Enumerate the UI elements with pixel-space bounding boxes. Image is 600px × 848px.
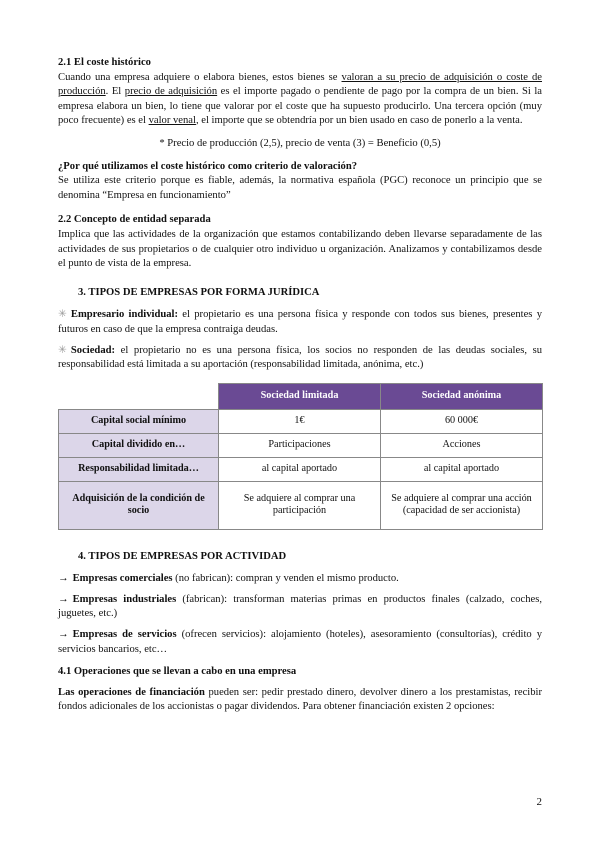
section-title: 2.1 El coste histórico (58, 57, 151, 68)
bullet-item: ✳ Sociedad: el propietario no es una persona física, los socios no responden de las deudas sociales, su responsabilidad está limitada a su aportación (responsabilidad limitada, anónima, etc.) (58, 344, 542, 371)
table-header: Sociedad limitada (219, 383, 381, 409)
list-item: → Empresas de servicios (ofrecen servicios): alojamiento (hoteles), asesoramiento (consultorías), crédito y servicios bancarios, etc… (58, 629, 543, 655)
arrow-right-icon: → (58, 593, 69, 605)
asterisk-icon: ✳ (58, 309, 67, 321)
formula: * Precio de producción (2,5), precio de venta (3) = Beneficio (0,5) (159, 137, 441, 149)
table-header: Sociedad anónima (381, 383, 543, 409)
question-title: ¿Por qué utilizamos el coste histórico como criterio de valoración? (58, 160, 358, 172)
page-number: 2 (536, 796, 542, 808)
section-heading: 3. TIPOS DE EMPRESAS POR FORMA JURÍDICA (78, 286, 320, 298)
table-row: Capital dividido en… Participaciones Acciones (59, 433, 543, 457)
paragraph: Cuando una empresa adquiere o elabora bienes, estos bienes se valoran a su precio de adquisición o coste de producción. El precio de adquisición es el importe pagado o pendiente de pago por la compra de un bien. Si la empresa elabora un bien, lo tiene que valorar por el coste que ha supuesto producirlo. Una tercera opción (muy poco frecuente) es el valor venal, el importe que se obtendría por un bien usado en caso de ponerlo a la venta. (58, 71, 543, 127)
list-item: → Empresas comerciales (no fabrican): compran y venden el mismo producto. (58, 573, 399, 585)
company-types-table (58, 383, 543, 530)
document-page (58, 56, 542, 715)
asterisk-icon: ✳ (58, 344, 67, 356)
paragraph: Implica que las actividades de la organización que estamos contabilizando deben llevarse separadamente de las actividades de sus propietarios o de cualquier otro individuo u organización. Analizamos y contabilizamos desde el punto de vista de la empresa. (58, 228, 542, 270)
arrow-right-icon: → (58, 629, 69, 641)
table-row: Capital social mínimo 1€ 60 000€ (59, 409, 543, 433)
bullet-item: ✳ Empresario individual: el propietario es una persona física y responde con todos sus bienes, presentes y futuros en caso de que la empresa contraiga deudas. (58, 309, 543, 335)
section-title: 4.1 Operaciones que se llevan a cabo en una empresa (58, 666, 297, 678)
section-title: 2.2 Concepto de entidad separada (58, 214, 211, 226)
paragraph: Se utiliza este criterio porque es fiable, además, la normativa española (PGC) reconoce un principio que se denomina “Empresa en funcionamiento” (58, 175, 542, 201)
table-row: Responsabilidad limitada… al capital aportado al capital aportado (59, 457, 543, 481)
paragraph: Las operaciones de financiación pueden ser: pedir prestado dinero, devolver dinero a los prestamistas, recibir fondos adicionales de los accionistas o pagar dividendos. Para obtener financiación existen 2 opciones: (58, 686, 542, 713)
list-item: → Empresas industriales (fabrican): transforman materias primas en productos finales (calzado, coches, juguetes, etc.) (58, 593, 542, 620)
table-row: Adquisición de la condición de socio Se adquiere al comprar una participación Se adquiere al comprar una acción (capacidad de ser accionista) (59, 481, 543, 529)
section-heading: 4. TIPOS DE EMPRESAS POR ACTIVIDAD (78, 550, 287, 562)
arrow-right-icon: → (58, 573, 69, 585)
